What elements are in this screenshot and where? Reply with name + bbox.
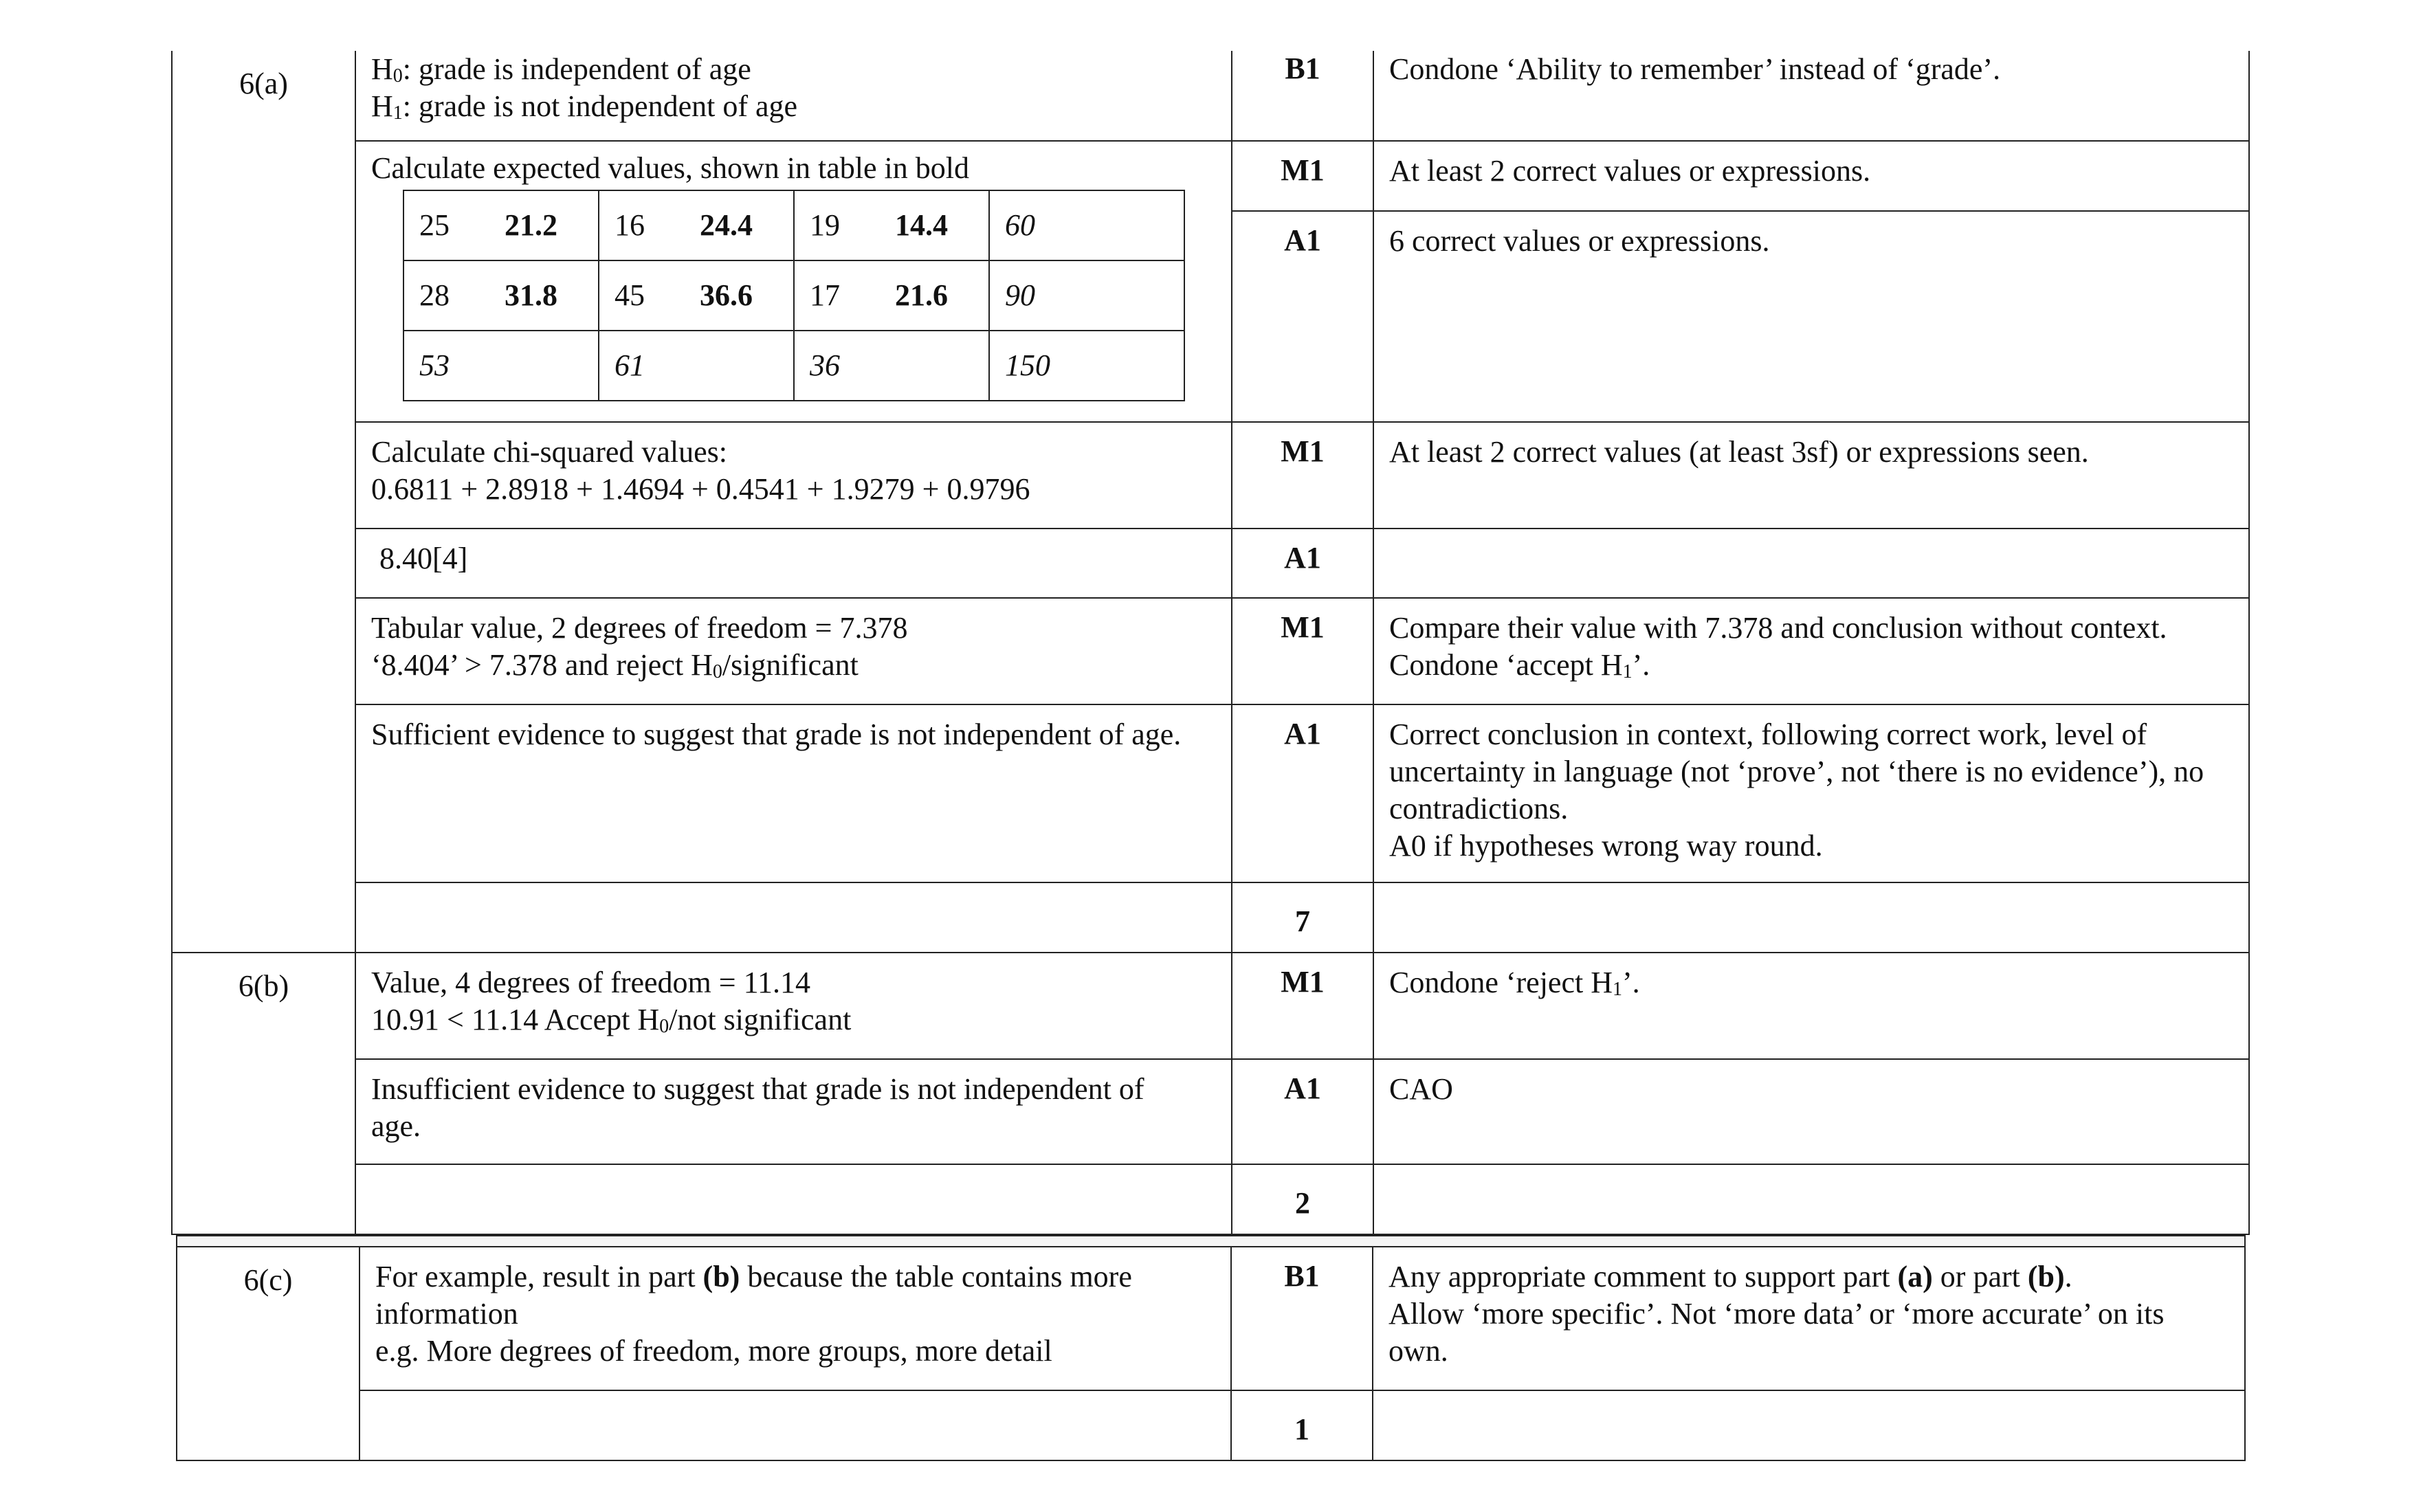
row-hypotheses xyxy=(172,51,2249,141)
mark-total-c xyxy=(1231,1390,1373,1460)
mark-code: A1 xyxy=(1284,1071,1321,1105)
row-total: 90 xyxy=(989,260,1184,331)
chi-sum: 0.6811 + 2.8918 + 1.4694 + 0.4541 + 1.9279 + 0.9796 xyxy=(371,472,1030,506)
guidance-text: Correct conclusion in context, following correct work, level of uncertainty in language (not ‘prove’, not ‘there is no evidence’), no contradictions. xyxy=(1389,718,2204,825)
question-label: 6(a) xyxy=(239,67,288,100)
guidance-text: Compare their value with 7.378 and conclusion without context. xyxy=(1389,611,2167,645)
observed-value: 25 xyxy=(419,208,450,242)
mark-code: M1 xyxy=(1281,610,1325,644)
mark-conclusion-b xyxy=(1232,1059,1373,1164)
row-chi-squared xyxy=(172,422,2249,529)
mark-tabular-value xyxy=(1232,598,1373,704)
mark-chi-squared xyxy=(1232,422,1373,529)
column-total: 61 xyxy=(599,331,794,401)
row-total-b xyxy=(172,1164,2249,1234)
guidance-text: 6 correct values or expressions. xyxy=(1389,224,1770,258)
mark-c-comment xyxy=(1231,1247,1373,1390)
row-b-value xyxy=(172,953,2249,1059)
guidance-b-value xyxy=(1373,953,2249,1059)
answer-conclusion-b xyxy=(355,1059,1232,1164)
tabular-line: Value, 4 degrees of freedom = 11.14 xyxy=(371,966,810,999)
comment-line: For example, result in part (b) because the table contains more information xyxy=(375,1260,1132,1331)
conclusion-text: Insufficient evidence to suggest that grade is not independent of age. xyxy=(371,1072,1144,1143)
mark-code: B1 xyxy=(1285,52,1320,85)
mark-code: A1 xyxy=(1284,717,1321,751)
column-total: 53 xyxy=(403,331,599,401)
conclusion-text: Sufficient evidence to suggest that grade is not independent of age. xyxy=(371,718,1182,751)
comment-line: e.g. More degrees of freedom, more groups, more detail xyxy=(375,1334,1052,1368)
mark-code: M1 xyxy=(1281,434,1325,468)
mark-hypotheses xyxy=(1232,51,1373,141)
null-hypothesis: $H_0$: grade is independent of age xyxy=(371,52,751,87)
mark-conclusion-a xyxy=(1232,704,1373,882)
mark-b-value xyxy=(1232,953,1373,1059)
total-mark: 7 xyxy=(1295,904,1310,938)
answer-c-comment xyxy=(359,1247,1231,1390)
mark-code: B1 xyxy=(1284,1259,1320,1293)
observed-value: 16 xyxy=(615,208,645,242)
column-total: 36 xyxy=(794,331,989,401)
guidance-empty xyxy=(1373,1164,2249,1234)
guidance-empty xyxy=(1373,882,2249,953)
mark-code: M1 xyxy=(1281,965,1325,999)
expected-value: 24.4 xyxy=(700,208,753,242)
row-total-a xyxy=(172,882,2249,953)
mark-test-statistic xyxy=(1232,529,1373,598)
guidance-hypotheses xyxy=(1373,51,2249,141)
total-mark: 2 xyxy=(1295,1186,1310,1220)
question-number-6a xyxy=(172,51,355,953)
observed-value: 28 xyxy=(419,278,450,312)
row-c-comment xyxy=(177,1247,2245,1390)
guidance-text: Allow ‘more specific’. Not ‘more data’ or ‘more accurate’ on its own. xyxy=(1388,1297,2165,1368)
guidance-expected-a1 xyxy=(1373,211,2249,422)
total-mark: 1 xyxy=(1294,1412,1309,1446)
comparison-line: ‘8.404’ > 7.378 and reject $H_0$/significant xyxy=(371,648,859,682)
answer-tabular-value xyxy=(355,598,1232,704)
answer-empty xyxy=(355,1164,1232,1234)
mark-expected-a1 xyxy=(1232,211,1373,422)
row-total-c xyxy=(177,1390,2245,1460)
answer-b-value xyxy=(355,953,1232,1059)
guidance-text: CAO xyxy=(1389,1072,1453,1106)
mark-code: A1 xyxy=(1284,223,1321,257)
question-label: 6(c) xyxy=(243,1263,293,1297)
answer-empty xyxy=(355,882,1232,953)
expected-cell xyxy=(794,190,989,260)
chi-caption: Calculate chi-squared values: xyxy=(371,435,728,469)
guidance-chi-squared xyxy=(1373,422,2249,529)
guidance-c-comment xyxy=(1373,1247,2245,1390)
expected-value: 21.6 xyxy=(895,278,948,312)
guidance-text: At least 2 correct values or expressions. xyxy=(1389,154,1871,188)
separator-row xyxy=(177,1236,2245,1247)
mark-scheme-table-c xyxy=(176,1235,2246,1461)
guidance-test-statistic xyxy=(1373,529,2249,598)
guidance-expected-m1 xyxy=(1373,141,2249,211)
question-number-6c xyxy=(177,1247,359,1460)
row-tabular-value xyxy=(172,598,2249,704)
guidance-conclusion-a xyxy=(1373,704,2249,882)
question-number-6b xyxy=(172,953,355,1234)
expected-cell xyxy=(794,260,989,331)
grand-total: 150 xyxy=(989,331,1184,401)
row-expected-m1 xyxy=(172,141,2249,211)
guidance-tabular-value xyxy=(1373,598,2249,704)
answer-test-statistic xyxy=(355,529,1232,598)
guidance-text: Any appropriate comment to support part (a) or part (b). xyxy=(1388,1260,2072,1293)
section-separator xyxy=(177,1236,2245,1247)
expected-value: 36.6 xyxy=(700,278,753,312)
expected-row xyxy=(403,190,1184,260)
expected-cell xyxy=(599,190,794,260)
mark-expected-m1 xyxy=(1232,141,1373,211)
guidance-empty xyxy=(1373,1390,2245,1460)
guidance-text: Condone ‘accept $H_1$’. xyxy=(1389,648,1650,682)
question-label: 6(b) xyxy=(238,969,289,1003)
expected-cell xyxy=(599,260,794,331)
guidance-text: A0 if hypotheses wrong way round. xyxy=(1389,829,1823,863)
expected-value: 31.8 xyxy=(505,278,557,312)
guidance-text: At least 2 correct values (at least 3sf) or expressions seen. xyxy=(1389,435,2089,469)
answer-empty xyxy=(359,1390,1231,1460)
guidance-conclusion-b xyxy=(1373,1059,2249,1164)
expected-value: 14.4 xyxy=(895,208,948,242)
answer-chi-squared xyxy=(355,422,1232,529)
row-conclusion-b xyxy=(172,1059,2249,1164)
observed-value: 45 xyxy=(615,278,645,312)
mark-scheme-table-ab xyxy=(171,51,2250,1235)
answer-hypotheses xyxy=(355,51,1232,141)
mark-total-a xyxy=(1232,882,1373,953)
alternative-hypothesis: $H_1$: grade is not independent of age xyxy=(371,89,798,124)
expected-cell xyxy=(403,260,599,331)
mark-code: A1 xyxy=(1284,541,1321,575)
expected-value: 21.2 xyxy=(505,208,557,242)
expected-cell xyxy=(403,190,599,260)
expected-row xyxy=(403,260,1184,331)
comparison-line: 10.91 < 11.14 Accept $H_0$/not significant xyxy=(371,1003,852,1037)
guidance-text: Condone ‘reject $H_1$’. xyxy=(1389,966,1640,1000)
mark-total-b xyxy=(1232,1164,1373,1234)
observed-value: 19 xyxy=(810,208,840,242)
row-test-statistic xyxy=(172,529,2249,598)
row-conclusion-a xyxy=(172,704,2249,882)
row-total: 60 xyxy=(989,190,1184,260)
answer-expected-values xyxy=(355,141,1232,422)
expected-row xyxy=(403,331,1184,401)
tabular-line: Tabular value, 2 degrees of freedom = 7.378 xyxy=(371,611,908,645)
expected-values-table xyxy=(403,190,1185,401)
expected-caption: Calculate expected values, shown in table in bold xyxy=(371,151,969,185)
observed-value: 17 xyxy=(810,278,840,312)
test-statistic: 8.40[4] xyxy=(379,542,468,575)
mark-code: M1 xyxy=(1281,153,1325,187)
guidance-text: Condone ‘Ability to remember’ instead of ‘grade’. xyxy=(1389,52,2001,86)
answer-conclusion-a xyxy=(355,704,1232,882)
